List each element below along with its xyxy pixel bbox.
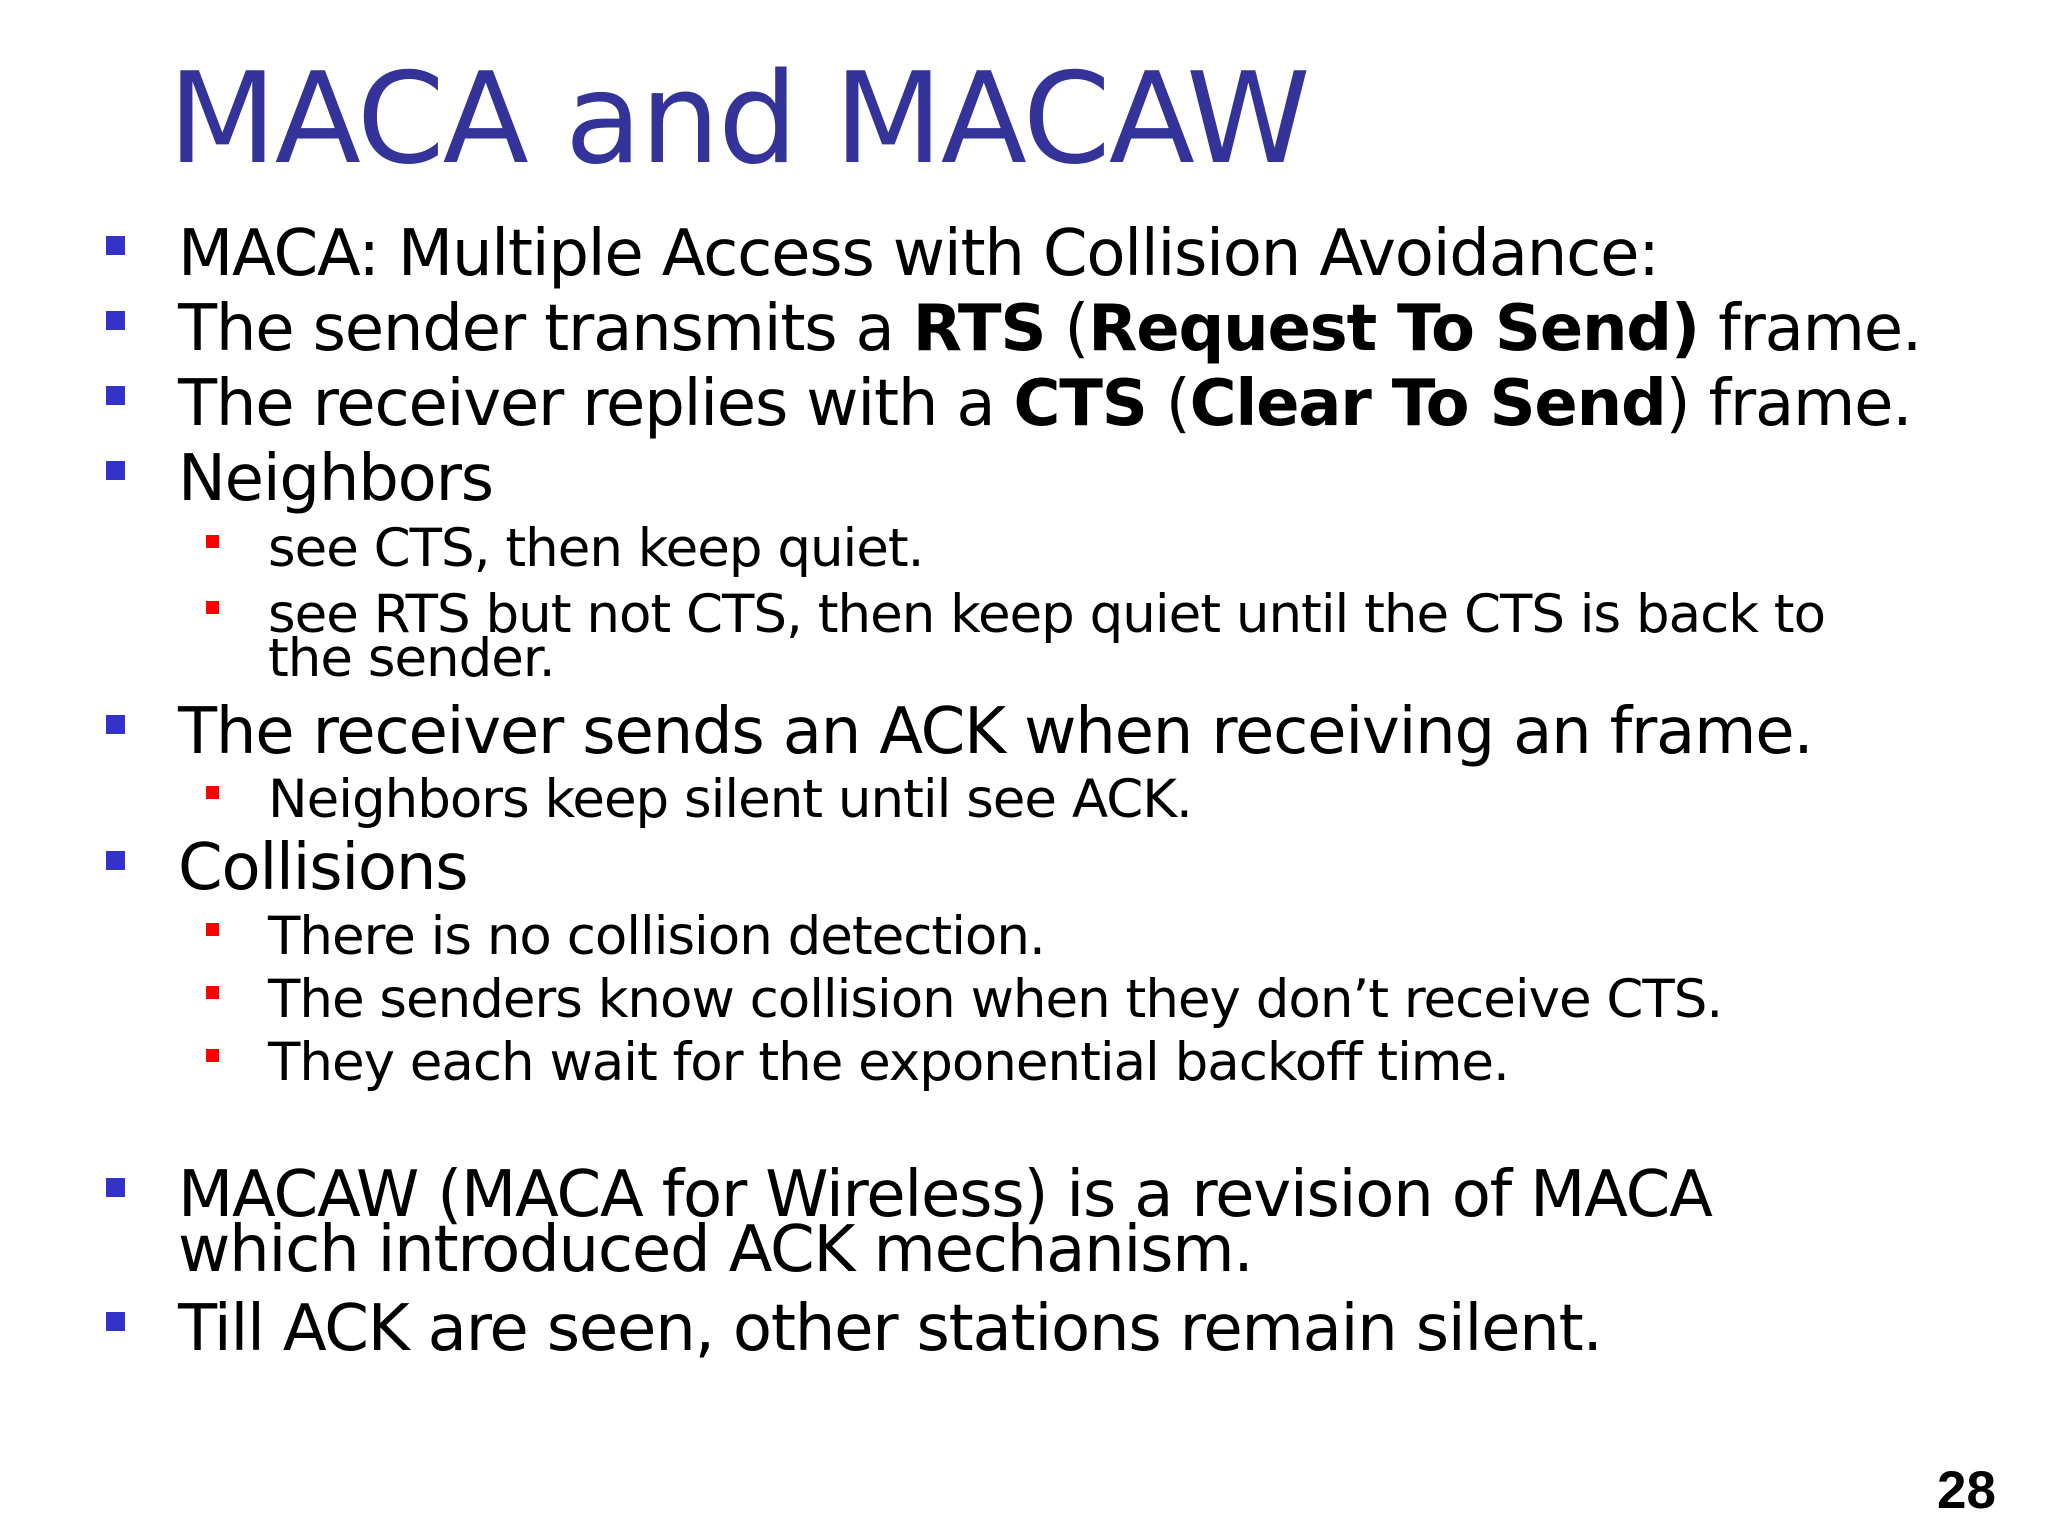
bullet-marker	[106, 236, 125, 255]
text-segment: MACA: Multiple Access with Collision Avoidance:	[178, 217, 1659, 291]
bullet-marker	[106, 311, 125, 330]
bullet-marker	[206, 1049, 219, 1062]
text-segment: The senders know collision when they don’t receive CTS.	[268, 969, 1723, 1030]
bullet-text	[178, 695, 1813, 769]
text-segment: MACAW (MACA for Wireless) is a revision of MACA	[178, 1158, 1712, 1232]
bullet-marker	[206, 601, 219, 614]
bullet-marker	[106, 851, 125, 870]
bullet-marker	[106, 386, 125, 405]
text-segment: (	[1045, 292, 1089, 366]
bullet-continuation-text: the sender.	[268, 628, 555, 689]
text-segment: Collisions	[178, 831, 468, 905]
bullet-text	[178, 292, 1922, 366]
text-segment: Neighbors	[178, 442, 493, 516]
bold-term: Clear To Send	[1189, 367, 1666, 441]
sub-bullet-text	[268, 969, 1723, 1030]
bullet-text	[178, 367, 1912, 441]
bold-term: CTS	[1013, 367, 1147, 441]
text-segment: The receiver replies with a	[178, 367, 1014, 441]
slide-title: MACA and MACAW	[168, 45, 1309, 192]
bullet-marker	[106, 1312, 125, 1331]
bullet-marker	[206, 923, 219, 936]
text-segment: frame.	[1698, 292, 1922, 366]
text-segment: The receiver sends an ACK when receiving an frame.	[178, 695, 1813, 769]
bullet-marker	[106, 1178, 125, 1197]
sub-bullet-text	[268, 769, 1192, 830]
sub-bullet-text	[268, 518, 924, 579]
bullet-text	[178, 442, 493, 516]
text-segment: There is no collision detection.	[268, 906, 1045, 967]
bullet-marker	[206, 786, 219, 799]
bold-term: Request To Send)	[1088, 292, 1699, 366]
bullet-marker	[206, 986, 219, 999]
bullet-text	[178, 217, 1659, 291]
sub-bullet-text	[268, 906, 1045, 967]
bullet-text	[178, 831, 468, 905]
text-segment: see RTS but not CTS, then keep quiet until the CTS is back to	[268, 584, 1826, 645]
bold-term: RTS	[912, 292, 1046, 366]
bullet-marker	[106, 461, 125, 480]
text-segment: The sender transmits a	[178, 292, 913, 366]
text-segment: Neighbors keep silent until see ACK.	[268, 769, 1192, 830]
text-segment: Till ACK are seen, other stations remain silent.	[178, 1292, 1602, 1366]
bullet-marker	[106, 715, 125, 734]
bullet-continuation-text: which introduced ACK mechanism.	[178, 1213, 1253, 1287]
text-segment: They each wait for the exponential backoff time.	[268, 1032, 1509, 1093]
page-number: 28	[1937, 1461, 1996, 1520]
bullet-marker	[206, 535, 219, 548]
text-segment: (	[1146, 367, 1190, 441]
text-segment: ) frame.	[1665, 367, 1912, 441]
text-segment: see CTS, then keep quiet.	[268, 518, 924, 579]
bullet-text	[178, 1292, 1602, 1366]
sub-bullet-text	[268, 1032, 1509, 1093]
